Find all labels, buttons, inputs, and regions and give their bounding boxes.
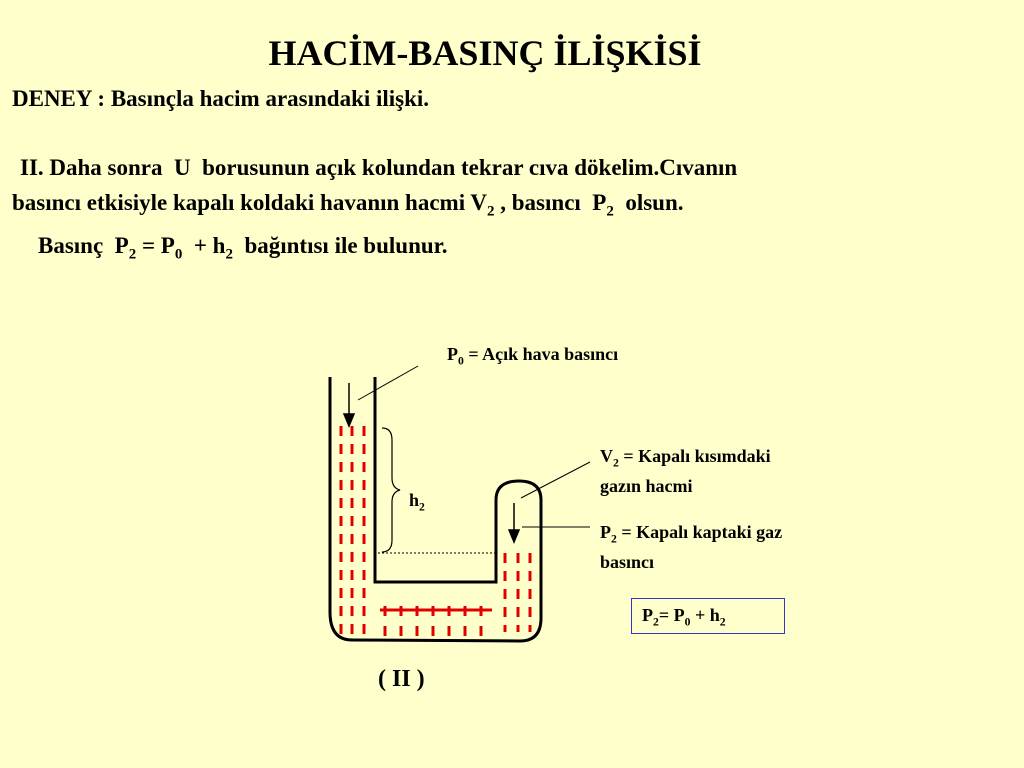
mercury-column [341, 426, 530, 636]
v2-label: $V_2$ = Kapalı kısımdaki gazın hacmi [600, 446, 771, 496]
experiment-heading: DENEY : Basınçla hacim arasındaki ilişki. [12, 86, 430, 111]
h2-brace [382, 428, 400, 552]
p0-label: $P_0$ = Açık hava basıncı [447, 344, 619, 368]
label-pointer-lines [358, 366, 590, 527]
pressure-arrows [344, 383, 519, 542]
paragraph-line-2: basıncı etkisiyle kapalı koldaki havanın hacmi $V_2$ , basıncı $P_2$ olsun. [12, 190, 684, 220]
paragraph-line-1: II. Daha sonra U borusunun açık kolundan tekrar cıva dökelim.Cıvanın [20, 155, 738, 180]
page-title: HACİM-BASINÇ İLİŞKİSİ [268, 33, 702, 73]
formula-box: $P_2= P_0 + h_2$ [631, 598, 785, 634]
u-tube-outline [330, 377, 541, 641]
figure-caption: ( II ) [378, 666, 425, 692]
p2-label: $P_2$ = Kapalı kaptaki gaz basıncı [600, 522, 783, 572]
h2-label: $h_2$ [409, 490, 425, 514]
pressure-formula-line: Basınç $P_2 = P_0 + h_2$ bağıntısı ile bulunur. [38, 233, 448, 263]
